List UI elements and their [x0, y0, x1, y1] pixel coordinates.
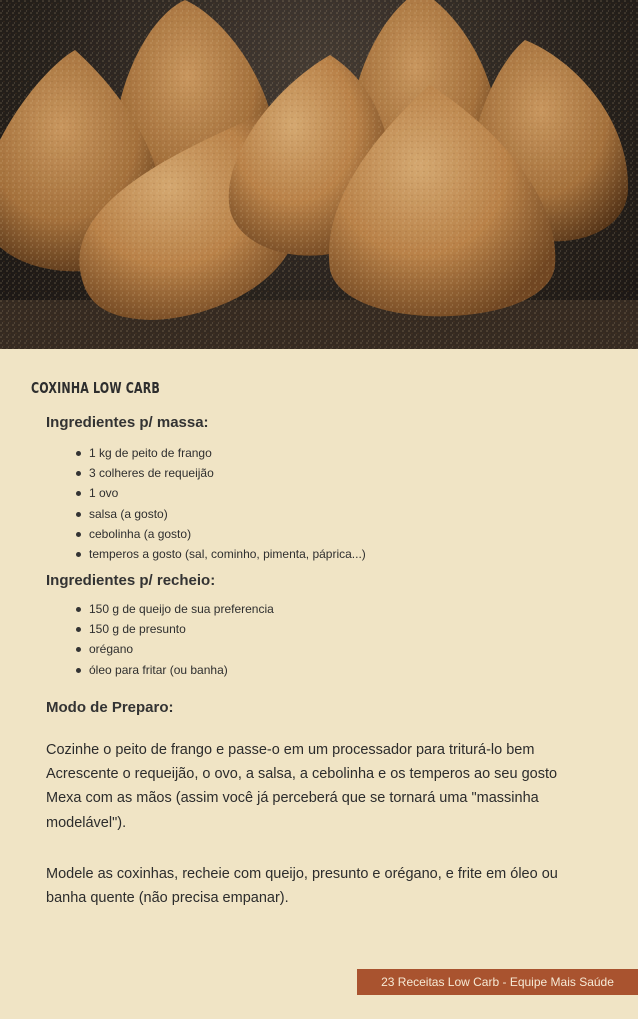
- filling-ingredients-heading: Ingredientes p/ recheio:: [46, 572, 216, 589]
- list-item: 150 g de queijo de sua preferencia: [74, 599, 274, 619]
- list-item: temperos a gosto (sal, cominho, pimenta, páprica...): [74, 544, 366, 564]
- dough-ingredients-list: [74, 443, 366, 564]
- list-item: óleo para fritar (ou banha): [74, 660, 274, 680]
- paragraph-line: Cozinhe o peito de frango e passe-o em um processador para triturá-lo bem: [46, 742, 535, 758]
- recipe-title: COXINHA LOW CARB: [31, 379, 161, 397]
- paragraph-line: Acrescente o requeijão, o ovo, a salsa, a cebolinha e os temperos ao seu gosto: [46, 766, 558, 783]
- list-item: salsa (a gosto): [74, 504, 366, 524]
- method-heading: Modo de Preparo:: [46, 699, 174, 716]
- paragraph-line: banha quente (não precisa empanar).: [46, 890, 289, 907]
- filling-ingredients-list: [74, 599, 274, 680]
- list-item: cebolinha (a gosto): [74, 524, 366, 544]
- paragraph-line: Mexa com as mãos (assim você já perceberá que se tornará uma "massinha: [46, 790, 539, 807]
- list-item: 1 ovo: [74, 483, 366, 503]
- dough-ingredients-heading: Ingredientes p/ massa:: [46, 414, 209, 431]
- list-item: 150 g de presunto: [74, 619, 274, 639]
- list-item: 3 colheres de requeijão: [74, 463, 366, 483]
- method-paragraph-2: [46, 862, 616, 910]
- coxinha-illustration: [0, 0, 638, 349]
- footer-banner: 23 Receitas Low Carb - Equipe Mais Saúde: [357, 969, 638, 995]
- paragraph-line: modelável").: [46, 814, 127, 831]
- paragraph-line: Modele as coxinhas, recheie com queijo, presunto e orégano, e frite em óleo ou: [46, 866, 558, 882]
- list-item: orégano: [74, 639, 274, 659]
- coxinha-photo: [0, 0, 638, 349]
- list-item: 1 kg de peito de frango: [74, 443, 366, 463]
- method-paragraph-1: [46, 738, 616, 835]
